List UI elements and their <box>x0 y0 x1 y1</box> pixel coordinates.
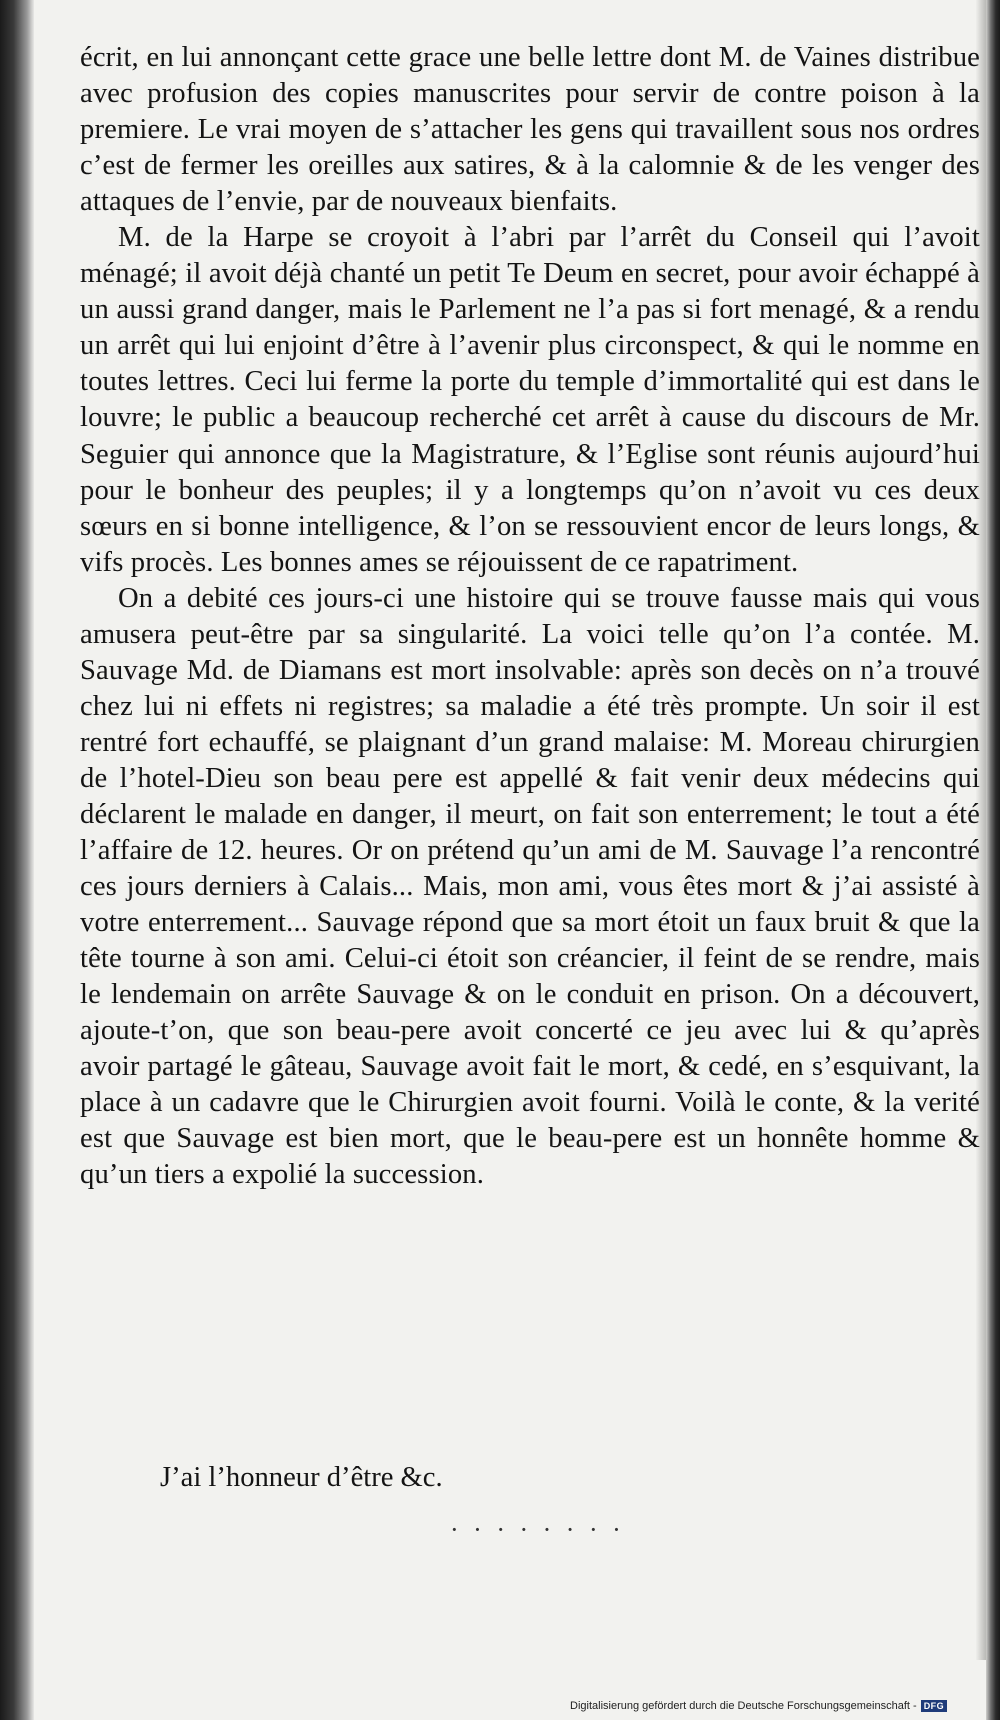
credit-text: Digitalisierung gefördert durch die Deutsche Forschungsgemeinschaft - <box>570 1700 917 1712</box>
closing-salutation: J’ai l’honneur d’être &c. <box>160 1462 443 1493</box>
page-gutter-shadow <box>0 0 34 1720</box>
paragraph-2: M. de la Harpe se croyoit à l’abri par l’arrêt du Conseil qui l’avoit ménagé; il avoit déjà chanté un petit Te Deum en secret, pour avoir échappé à un aussi grand danger, mais le Parlement ne l’a pas si fort menagé, & a rendu un arrêt qui lui enjoint d’être à l’avenir plus circonspect, & qui le nomme en toutes lettres. Ceci lui ferme la porte du temple d’immortalité qui est dans le louvre; le public a beaucoup recherché cet arrêt à cause du discours de Mr. Seguier qui annonce que la Magistrature, & l’Eglise sont réunis aujourd’hui pour le bonheur des peuples; il y a longtemps qu’on n’avoit vu ces deux sœurs en si bonne intelligence, & l’on se ressouvient encor de leurs longs, & vifs procès. Les bonnes ames se réjouissent de ce rapatriment. <box>80 222 980 578</box>
paragraph-3: On a debité ces jours-ci une histoire qui se trouve fausse mais qui vous amusera peut-être par sa singularité. La voici telle qu’on l’a contée. M. Sauvage Md. de Diamans est mort insolvable: après son decès on n’a trouvé chez lui ni effets ni registres; sa maladie a été très prompte. Un soir il est rentré fort echauffé, se plaignant d’un grand malaise: M. Moreau chirurgien de l’hotel-Dieu son beau pere est appellé & fait venir deux médecins qui déclarent le malade en danger, il meurt, on fait son enterrement; le tout a été l’affaire de 12. heures. Or on prétend qu’un ami de M. Sauvage l’a rencontré ces jours derniers à Calais... Mais, mon ami, vous êtes mort & j’ai assisté à votre enterrement... Sauvage répond que sa mort étoit un faux bruit & que la tête tourne à son ami. Celui-ci étoit son créancier, il feint de se rendre, mais le lendemain on arrête Sauvage & on le conduit en prison. On a découvert, ajoute-t’on, que son beau-pere avoit concerté ce jeu avec lui & qu’après avoir partagé le gâteau, Sauvage avoit fait le mort, & cedé, en s’esquivant, la place à un cadavre que le Chirurgien avoit fourni. Voilà le conte, & la verité est que Sauvage est bien mort, que le beau-pere est un honnête homme & qu’un tiers a expolié la succession. <box>80 582 980 1191</box>
dfg-logo: DFG <box>921 1700 948 1712</box>
tail-ornament: · · · · · · · · <box>450 1515 625 1544</box>
body-text <box>80 40 980 1194</box>
digitization-credit <box>570 1700 947 1718</box>
scan-border <box>986 0 1000 1720</box>
paragraph-1: écrit, en lui annonçant cette grace une belle lettre dont M. de Vaines distribue avec profusion des copies manuscrites pour servir de contre poison à la premiere. Le vrai moyen de s’attacher les gens qui travaillent sous nos ordres c’est de fermer les oreilles aux satires, & à la calomnie & de les venger des attaques de l’envie, par de nouveaux bienfaits. <box>80 42 980 218</box>
